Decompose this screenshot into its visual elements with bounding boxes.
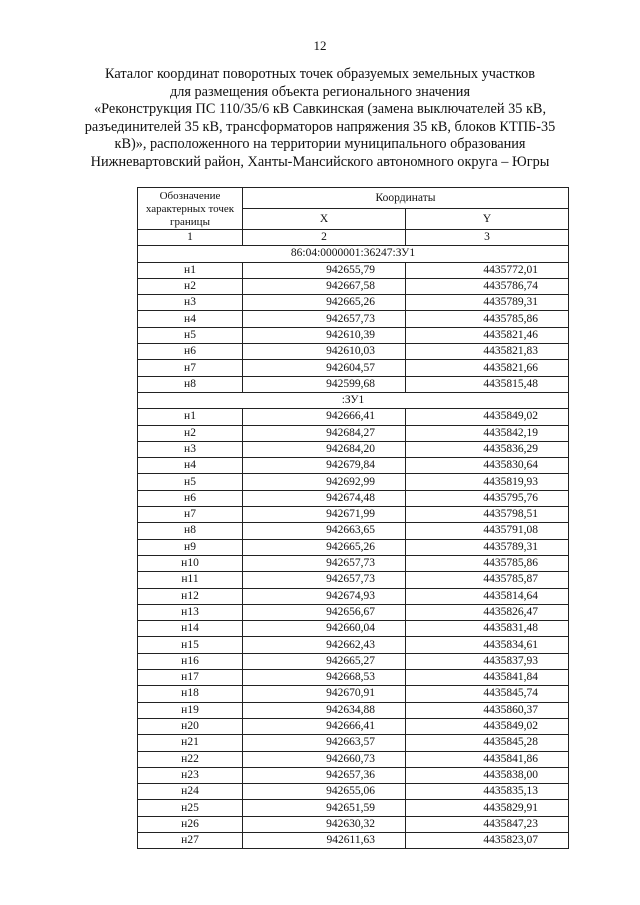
point-id-cell: н2 <box>138 278 243 294</box>
point-id-cell: н13 <box>138 604 243 620</box>
point-id-cell: н14 <box>138 621 243 637</box>
point-id-cell: н18 <box>138 686 243 702</box>
point-id-cell: н5 <box>138 474 243 490</box>
header-designation: Обозначение характерных точек границы <box>138 188 243 230</box>
point-id-cell: н22 <box>138 751 243 767</box>
y-coordinate-cell: 4435772,01 <box>406 262 569 278</box>
y-coordinate-cell: 4435815,48 <box>406 376 569 392</box>
y-coordinate-cell: 4435785,87 <box>406 572 569 588</box>
header-y: Y <box>406 209 569 230</box>
point-id-cell: н12 <box>138 588 243 604</box>
x-coordinate-cell: 942684,20 <box>243 441 406 457</box>
section-row <box>138 392 569 408</box>
point-id-cell: н4 <box>138 311 243 327</box>
point-id-cell: н1 <box>138 409 243 425</box>
table-row <box>138 262 569 278</box>
y-coordinate-cell: 4435786,74 <box>406 278 569 294</box>
document-title <box>78 66 562 171</box>
y-coordinate-cell: 4435785,86 <box>406 555 569 571</box>
y-coordinate-cell: 4435836,29 <box>406 441 569 457</box>
x-coordinate-cell: 942667,58 <box>243 278 406 294</box>
point-id-cell: н10 <box>138 555 243 571</box>
table-row <box>138 767 569 783</box>
table-row <box>138 784 569 800</box>
table-row <box>138 555 569 571</box>
y-coordinate-cell: 4435789,31 <box>406 539 569 555</box>
x-coordinate-cell: 942663,65 <box>243 523 406 539</box>
x-coordinate-cell: 942651,59 <box>243 800 406 816</box>
table-row <box>138 360 569 376</box>
x-coordinate-cell: 942630,32 <box>243 816 406 832</box>
y-coordinate-cell: 4435842,19 <box>406 425 569 441</box>
point-id-cell: н8 <box>138 376 243 392</box>
y-coordinate-cell: 4435835,13 <box>406 784 569 800</box>
y-coordinate-cell: 4435814,64 <box>406 588 569 604</box>
y-coordinate-cell: 4435860,37 <box>406 702 569 718</box>
y-coordinate-cell: 4435823,07 <box>406 832 569 848</box>
y-coordinate-cell: 4435841,84 <box>406 670 569 686</box>
point-id-cell: н6 <box>138 490 243 506</box>
y-coordinate-cell: 4435830,64 <box>406 458 569 474</box>
title-line: Каталог координат поворотных точек образуемых земельных участков <box>105 66 535 82</box>
table-row <box>138 295 569 311</box>
x-coordinate-cell: 942679,84 <box>243 458 406 474</box>
x-coordinate-cell: 942655,06 <box>243 784 406 800</box>
x-coordinate-cell: 942660,04 <box>243 621 406 637</box>
title-line: для размещения объекта регионального значения <box>169 83 471 100</box>
y-coordinate-cell: 4435837,93 <box>406 653 569 669</box>
table-row <box>138 702 569 718</box>
point-id-cell: н6 <box>138 344 243 360</box>
x-coordinate-cell: 942657,36 <box>243 767 406 783</box>
x-coordinate-cell: 942692,99 <box>243 474 406 490</box>
x-coordinate-cell: 942656,67 <box>243 604 406 620</box>
table-row <box>138 816 569 832</box>
section-name: 86:04:0000001:36247:ЗУ1 <box>138 246 569 262</box>
x-coordinate-cell: 942610,39 <box>243 327 406 343</box>
x-coordinate-cell: 942611,63 <box>243 832 406 848</box>
y-coordinate-cell: 4435845,28 <box>406 735 569 751</box>
x-coordinate-cell: 942674,48 <box>243 490 406 506</box>
point-id-cell: н19 <box>138 702 243 718</box>
point-id-cell: н26 <box>138 816 243 832</box>
x-coordinate-cell: 942657,73 <box>243 555 406 571</box>
x-coordinate-cell: 942657,73 <box>243 311 406 327</box>
y-coordinate-cell: 4435838,00 <box>406 767 569 783</box>
table-row <box>138 832 569 848</box>
header-col-number-3: 3 <box>406 230 569 246</box>
table-row <box>138 588 569 604</box>
table-row <box>138 474 569 490</box>
point-id-cell: н7 <box>138 507 243 523</box>
point-id-cell: н11 <box>138 572 243 588</box>
table-row <box>138 686 569 702</box>
x-coordinate-cell: 942666,41 <box>243 409 406 425</box>
table-row <box>138 376 569 392</box>
x-coordinate-cell: 942684,27 <box>243 425 406 441</box>
point-id-cell: н20 <box>138 718 243 734</box>
point-id-cell: н3 <box>138 295 243 311</box>
table-row <box>138 441 569 457</box>
y-coordinate-cell: 4435821,46 <box>406 327 569 343</box>
table-row <box>138 572 569 588</box>
x-coordinate-cell: 942634,88 <box>243 702 406 718</box>
table-row <box>138 278 569 294</box>
page-number: 12 <box>313 38 327 53</box>
point-id-cell: н27 <box>138 832 243 848</box>
y-coordinate-cell: 4435834,61 <box>406 637 569 653</box>
point-id-cell: н9 <box>138 539 243 555</box>
header-x: X <box>243 209 406 230</box>
table-row <box>138 539 569 555</box>
title-line: разъединителей 35 кВ, трансформаторов напряжения 35 кВ, блоков КТПБ-35 <box>84 118 556 135</box>
x-coordinate-cell: 942665,27 <box>243 653 406 669</box>
x-coordinate-cell: 942663,57 <box>243 735 406 751</box>
table-row <box>138 425 569 441</box>
point-id-cell: н16 <box>138 653 243 669</box>
x-coordinate-cell: 942662,43 <box>243 637 406 653</box>
x-coordinate-cell: 942671,99 <box>243 507 406 523</box>
x-coordinate-cell: 942665,26 <box>243 295 406 311</box>
table-row <box>138 621 569 637</box>
point-id-cell: н5 <box>138 327 243 343</box>
y-coordinate-cell: 4435847,23 <box>406 816 569 832</box>
point-id-cell: н17 <box>138 670 243 686</box>
x-coordinate-cell: 942660,73 <box>243 751 406 767</box>
y-coordinate-cell: 4435831,48 <box>406 621 569 637</box>
table-row <box>138 670 569 686</box>
y-coordinate-cell: 4435785,86 <box>406 311 569 327</box>
y-coordinate-cell: 4435821,83 <box>406 344 569 360</box>
point-id-cell: н2 <box>138 425 243 441</box>
y-coordinate-cell: 4435849,02 <box>406 409 569 425</box>
header-col-number-2: 2 <box>243 230 406 246</box>
y-coordinate-cell: 4435798,51 <box>406 507 569 523</box>
table-body <box>138 246 569 849</box>
table-row <box>138 327 569 343</box>
y-coordinate-cell: 4435819,93 <box>406 474 569 490</box>
y-coordinate-cell: 4435795,76 <box>406 490 569 506</box>
section-row <box>138 246 569 262</box>
x-coordinate-cell: 942655,79 <box>243 262 406 278</box>
title-line: Нижневартовский район, Ханты-Мансийского автономного округа – Югры <box>90 153 550 170</box>
table-row <box>138 344 569 360</box>
point-id-cell: н24 <box>138 784 243 800</box>
x-coordinate-cell: 942599,68 <box>243 376 406 392</box>
point-id-cell: н23 <box>138 767 243 783</box>
x-coordinate-cell: 942604,57 <box>243 360 406 376</box>
header-col-number-1: 1 <box>138 230 243 246</box>
y-coordinate-cell: 4435841,86 <box>406 751 569 767</box>
header-coordinates: Координаты <box>243 188 569 209</box>
y-coordinate-cell: 4435845,74 <box>406 686 569 702</box>
table-row <box>138 800 569 816</box>
y-coordinate-cell: 4435829,91 <box>406 800 569 816</box>
title-line: кВ)», расположенного на территории муниципального образования <box>114 136 526 152</box>
x-coordinate-cell: 942666,41 <box>243 718 406 734</box>
point-id-cell: н8 <box>138 523 243 539</box>
point-id-cell: н15 <box>138 637 243 653</box>
point-id-cell: н1 <box>138 262 243 278</box>
table-row <box>138 523 569 539</box>
table-row <box>138 653 569 669</box>
table-row <box>138 507 569 523</box>
table-row <box>138 604 569 620</box>
point-id-cell: н7 <box>138 360 243 376</box>
y-coordinate-cell: 4435826,47 <box>406 604 569 620</box>
table-row <box>138 637 569 653</box>
y-coordinate-cell: 4435849,02 <box>406 718 569 734</box>
table-row <box>138 490 569 506</box>
point-id-cell: н3 <box>138 441 243 457</box>
table-row <box>138 409 569 425</box>
table-row <box>138 718 569 734</box>
point-id-cell: н21 <box>138 735 243 751</box>
table-row <box>138 458 569 474</box>
x-coordinate-cell: 942668,53 <box>243 670 406 686</box>
x-coordinate-cell: 942665,26 <box>243 539 406 555</box>
x-coordinate-cell: 942674,93 <box>243 588 406 604</box>
table-row <box>138 735 569 751</box>
y-coordinate-cell: 4435821,66 <box>406 360 569 376</box>
y-coordinate-cell: 4435791,08 <box>406 523 569 539</box>
x-coordinate-cell: 942610,03 <box>243 344 406 360</box>
coordinates-table <box>137 187 569 849</box>
title-line: «Реконструкция ПС 110/35/6 кВ Савкинская (замена выключателей 35 кВ, <box>93 101 547 117</box>
point-id-cell: н25 <box>138 800 243 816</box>
point-id-cell: н4 <box>138 458 243 474</box>
x-coordinate-cell: 942657,73 <box>243 572 406 588</box>
table-row <box>138 311 569 327</box>
x-coordinate-cell: 942670,91 <box>243 686 406 702</box>
table-row <box>138 751 569 767</box>
section-name: :ЗУ1 <box>138 392 569 408</box>
y-coordinate-cell: 4435789,31 <box>406 295 569 311</box>
